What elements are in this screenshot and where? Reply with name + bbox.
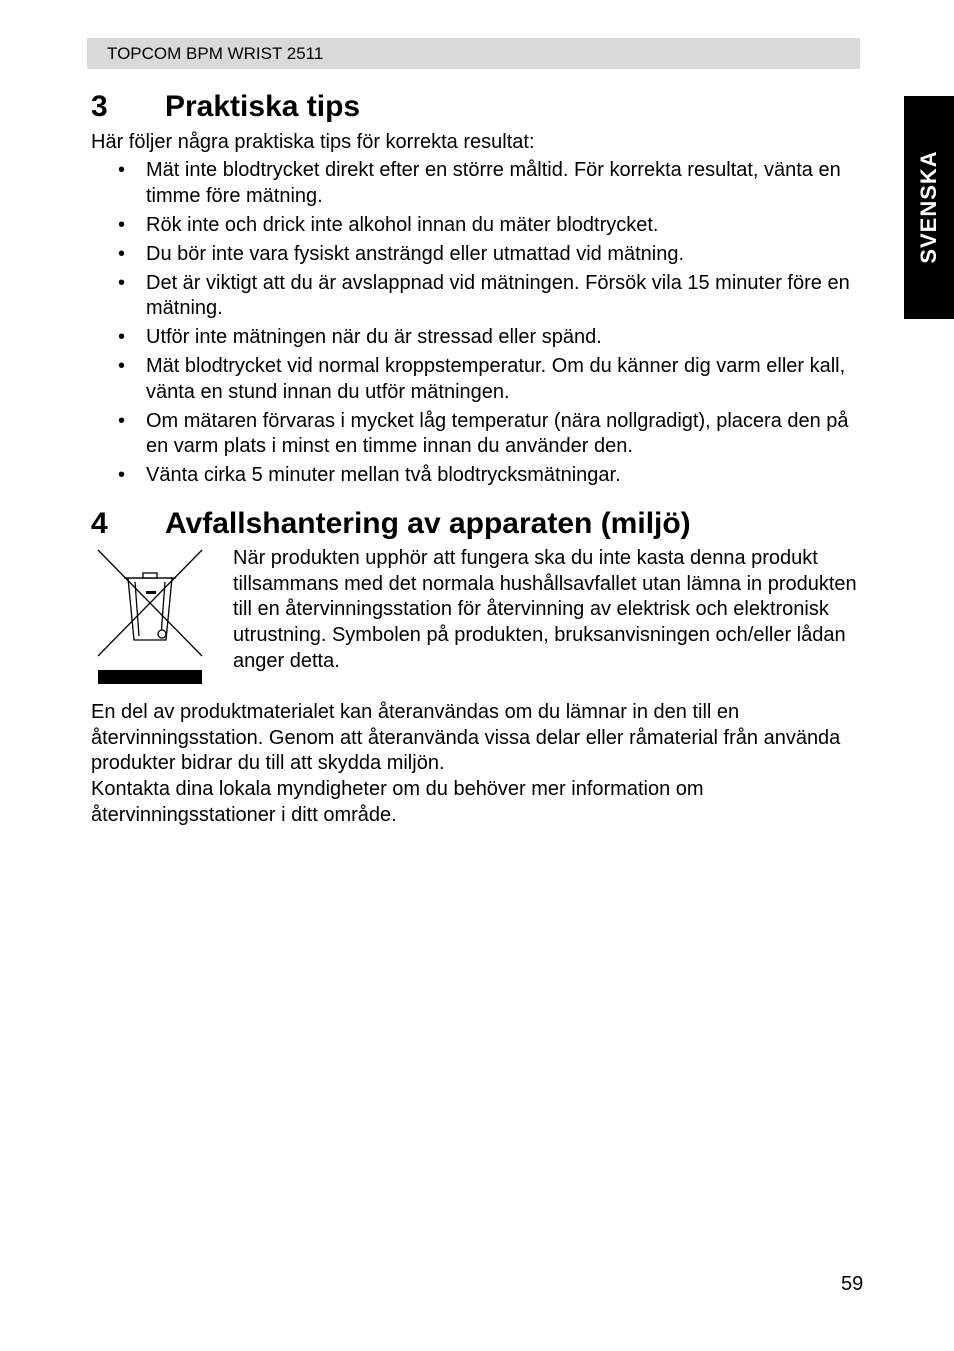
language-tab-label: SVENSKA xyxy=(916,150,941,264)
list-item: • Rök inte och drick inte alkohol innan du mäter blodtrycket. xyxy=(91,213,866,239)
crossed-out-wheelie-bin-icon xyxy=(96,548,204,686)
list-item: • Mät blodtrycket vid normal kroppstemperatur. Om du känner dig varm eller kall, vänta en stund innan du utför mätningen. xyxy=(118,355,846,403)
language-tab xyxy=(904,96,954,319)
recycling-info xyxy=(91,700,866,829)
header-title: TOPCOM BPM WRIST 2511 xyxy=(107,44,324,63)
section-3-intro: Här följer några praktiska tips för korrekta resultat: xyxy=(91,131,535,153)
recycling-paragraph: En del av produktmaterialet kan återanvändas om du lämnar in den till en återvinningsstation. Genom att återanvända vissa delar eller råmaterial från använda produkter bidrar du till att skydda miljön. xyxy=(91,701,841,775)
list-item: • Du bör inte vara fysiskt ansträngd eller utmattad vid mätning. xyxy=(91,242,866,268)
bullet-icon: • xyxy=(118,464,126,486)
list-item: • Mät inte blodtrycket direkt efter en större måltid. För korrekta resultat, vänta en timme före mätning. xyxy=(118,159,841,207)
bullet-icon: • xyxy=(118,159,126,181)
bullet-icon: • xyxy=(118,242,126,265)
list-item: • Utför inte mätningen när du är stressad eller spänd. xyxy=(91,325,866,351)
bullet-icon: • xyxy=(118,271,126,294)
list-item: • Det är viktigt att du är avslappnad vid mätningen. Försök vila 15 minuter före en mätning. xyxy=(118,271,850,319)
contact-paragraph: Kontakta dina lokala myndigheter om du behöver mer information om återvinningsstationer i ditt område. xyxy=(91,778,704,826)
section-3-heading xyxy=(91,89,360,125)
bullet-icon: • xyxy=(118,355,126,377)
section-4-number: 4 xyxy=(91,507,108,540)
weee-disposal-text: När produkten upphör att fungera ska du inte kasta denna produkt tillsammans med det normala hushållsavfallet utan lämna in produkten till en återvinningsstation för återvinning av elektrisk och elektronisk utrustning. Symbolen på produkten, bruksanvisningen och/eller lådan anger detta. xyxy=(233,547,857,672)
bullet-icon: • xyxy=(118,213,126,236)
section-3-number: 3 xyxy=(91,90,108,123)
running-header xyxy=(87,38,860,69)
section-3-title: Praktiska tips xyxy=(165,90,361,123)
bullet-icon: • xyxy=(118,326,126,348)
page-number: 59 xyxy=(841,1273,864,1295)
tips-list xyxy=(91,158,866,492)
section-4-title: Avfallshantering av apparaten (miljö) xyxy=(165,507,691,540)
list-item: • Vänta cirka 5 minuter mellan två blodtrycksmätningar. xyxy=(91,463,866,489)
section-4-heading xyxy=(91,506,691,542)
bullet-icon: • xyxy=(118,409,126,432)
list-item: • Om mätaren förvaras i mycket låg temperatur (nära nollgradigt), placera den på en varm plats i minst en timme innan du använder den. xyxy=(118,409,849,457)
